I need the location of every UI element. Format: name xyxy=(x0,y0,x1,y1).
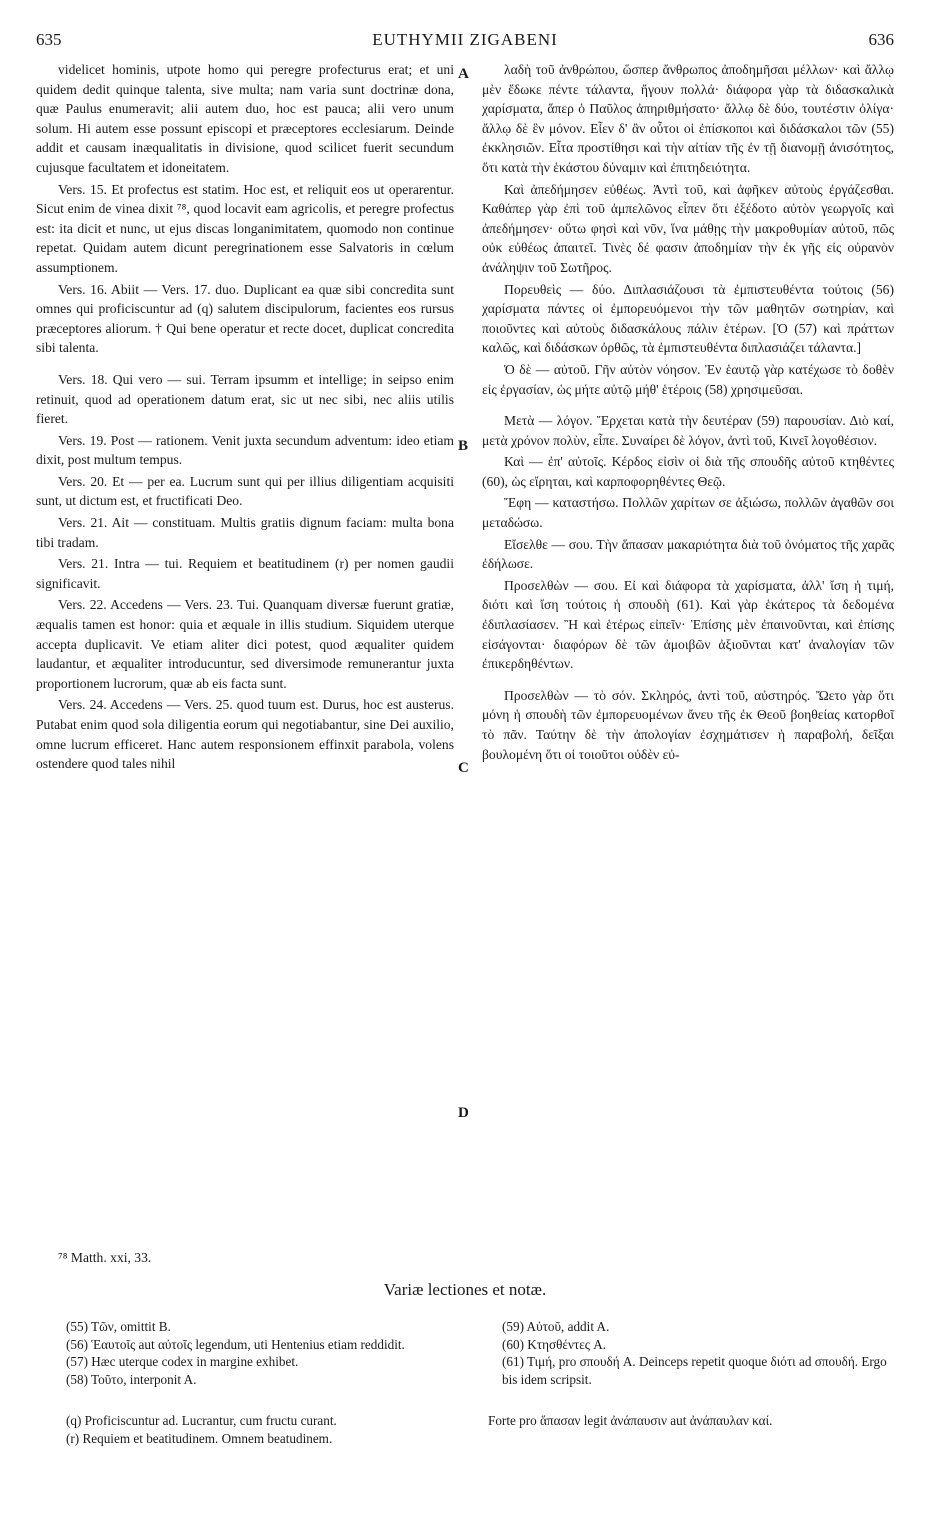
latin-paragraph: Vers. 24. Accedens — Vers. 25. quod tuum est. Durus, hoc est austerus. Putabat enim quod sola diligentia eorum qui negotiabantur, sine Dei auxilio, omne lucrum efficeret. Hanc autem responsionem effinxit parabola, volens ostendere quod tales nihil xyxy=(36,697,454,772)
margin-marker-a: A xyxy=(458,66,469,82)
margin-marker-d: D xyxy=(458,1105,469,1121)
greek-paragraph: Μετὰ — λόγον. Ἔρχεται κατὰ τὴν δευτέραν (59) παρουσίαν. Διὸ καί, μετὰ χρόνον πολὺν, εἶπε. Συναίρει δὲ λόγον, ἀντὶ τοῦ, Κινεῖ λογοθέσιον. xyxy=(482,413,894,448)
greek-column xyxy=(482,60,894,766)
greek-paragraph: Καὶ ἀπεδήμησεν εὐθέως. Ἀντὶ τοῦ, καὶ ἀφῆκεν αὐτοὺς ἐργάζεσθαι. Καθάπερ γὰρ ἐπὶ τοῦ ἀμπελῶνος εἶπεν ὅτι ἐξέδοτο αὐτὸν γεωργοῖς καὶ ἀπεδήμησεν· οὕτω φησὶ καὶ νῦν, ἵνα μάθῃς τὴν μακροθυμίαν αὐτοῦ, πῶς οὐκ εὐθέως ἀπαιτεῖ. Τινὲς δέ φασιν ἀποδημίαν τὴν ἐκ γῆς εἰς οὐρανὸν ἀνάληψιν τοῦ Σωτῆρος. xyxy=(482,181,894,275)
latin-column xyxy=(36,60,454,776)
note-item: (55) Τῶν, omittit B. xyxy=(66,1319,171,1334)
margin-marker-b: B xyxy=(458,438,469,454)
note-item: (r) Requiem et beatitudinem. Omnem beatudinem. xyxy=(66,1430,333,1446)
note-item: Forte pro ἅπασαν legit ἀνάπαυσιν aut ἀνάπαυλαν καί. xyxy=(488,1413,773,1428)
page-header xyxy=(36,30,894,54)
note-item: (60) Κτησθέντες A. xyxy=(502,1336,607,1352)
notes-bottom-left xyxy=(66,1412,466,1447)
latin-paragraph: Vers. 19. Post — rationem. Venit juxta secundum adventum: ideo etiam dixit, post multum tempus. xyxy=(36,432,454,468)
margin-marker-c: C xyxy=(458,760,469,776)
note-item: (57) Hæc uterque codex in margine exhibet. xyxy=(66,1354,299,1369)
latin-paragraph: Vers. 21. Ait — constituam. Multis gratiis dignum faciam: multa bona tibi tradam. xyxy=(36,515,454,550)
greek-paragraph: Πορευθεὶς — δύο. Διπλασιάζουσι τὰ ἐμπιστευθέντα τούτοις (56) χαρίσματα πάντες οἱ ἐμπορευόμενοι τὴν τῶν μαθητῶν σωτηρίαν, καὶ ποιοῦντες καὶ αὐτοὺς διδασκάλους πάλιν ἑτέρων. [Ὁ (57) καὶ πράττων καλῶς, καὶ διδάσκων ὀρθῶς, τὰ ἐμπιστευθέντα διπλασιάζει τάλαντα.] xyxy=(482,281,894,356)
page-number-left: 635 xyxy=(36,30,62,49)
greek-paragraph: Εἴσελθε — σου. Τὴν ἅπασαν μακαριότητα διὰ τοῦ ὀνόματος τῆς χαρᾶς ἐδήλωσε. xyxy=(482,536,894,572)
greek-paragraph: Ὁ δὲ — αὐτοῦ. Γῆν αὐτὸν νόησον. Ἐν ἑαυτῷ γὰρ κατέχωσε τὸ δοθὲν εἰς ἐργασίαν, ὡς μήτε αὐτῷ μήθ' ἑτέροις (58) χρησιμεῦσαι. xyxy=(482,361,894,397)
greek-paragraph: Προσελθὼν — τὸ σόν. Σκληρός, ἀντὶ τοῦ, αὐστηρός. Ὤετο γὰρ ὅτι μόνη ἡ σπουδὴ τῶν ἐμπορευομένων ἄνευ τῆς ἐκ Θεοῦ βοηθείας κατορθοῖ τὸ πᾶν. Ταύτην δὲ τὴν ἀπολογίαν ἐσχημάτισεν ἡ παραβολή, δεῖξαι βουλομένη ὅτι οἱ τοιοῦτοι οὐδὲν εὐ- xyxy=(482,687,894,762)
page-number-right: 636 xyxy=(868,30,894,49)
page-title: EUTHYMII ZIGABENI xyxy=(372,30,558,49)
note-item: (59) Αὐτοῦ, addit A. xyxy=(502,1319,610,1334)
greek-paragraph: Ἔφη — καταστήσω. Πολλῶν χαρίτων σε ἀξιώσω, πολλῶν ἀγαθῶν σοι μεταδώσω. xyxy=(482,495,894,531)
greek-paragraph: Προσελθὼν — σου. Εἰ καὶ διάφορα τὰ χαρίσματα, ἀλλ' ἴση ἡ τιμή, διότι καὶ ἴση τούτοις ἡ σπουδὴ (61). Καὶ γὰρ ἑκάτερος τὰ δεδομένα ἐδιπλασίασεν. Ἢ καὶ ἑτέρως εἰπεῖν· Ἐπίσης μὲν ἐπαινοῦνται, καὶ ἐπίσης εἰσάγονται· διαφόρων δὲ τῶν ἀμοιβῶν ἀξιοῦνται κατ' ἀναλογίαν τῶν ἐπικερδηθέντων. xyxy=(482,577,894,672)
note-item: (61) Τιμή, pro σπουδή A. Deinceps repetit quoque διότι ad σπουδή. Ergo bis idem scripsit. xyxy=(502,1354,887,1387)
latin-paragraph: Vers. 20. Et — per ea. Lucrum sunt qui per illius diligentiam acquisiti sunt, ut dictum est, et fructificati Deo. xyxy=(36,473,454,509)
notes-title: Variæ lectiones et notæ. xyxy=(383,1280,547,1299)
latin-paragraph: Vers. 18. Qui vero — sui. Terram ipsumm et intellige; in seipso enim retinuit, quod ad operationem datum erat, sic ut nec sibi, nec aliis utilis fieret. xyxy=(36,371,454,427)
footnote: ⁷⁸ Matth. xxi, 33. xyxy=(58,1250,152,1265)
note-item: (q) Proficiscuntur ad. Lucrantur, cum fructu curant. xyxy=(66,1413,337,1428)
latin-paragraph: Vers. 16. Abiit — Vers. 17. duo. Duplicant ea quæ sibi concredita sunt omnes qui proficiscuntur ad (q) salutem discipulorum, facientes eos rursus præceptores aliorum. † Qui bene operatur et recte docet, duplicat concredita sibi talenta. xyxy=(36,281,454,356)
greek-paragraph: λαδὴ τοῦ ἀνθρώπου, ὥσπερ ἄνθρωπος ἀποδημῆσαι μέλλων· καὶ ἄλλῳ μὲν ἔδωκε πέντε τάλαντα, ἤγουν πολλά· διάφορα γὰρ τὰ διδασκαλικὰ χαρίσματα, ἅπερ ὁ Παῦλος ἀπηριθμήσατο· ἄλλῳ δὲ δύο, τουτέστιν ὀλίγα· ἄλλῳ δὲ ἓν μόνον. Εἶεν δ' ἂν οὗτοι οἱ ἐπίσκοποι καὶ διδάσκαλοι τῶν (55) ἐκκλησιῶν. Εἶτα προστίθησι καὶ τὴν αἰτίαν τῆς ἐν τῇ διανομῇ ἀνισότητος, ὅτι κατὰ τὴν ἑκάστου δύναμιν καὶ ἐπιτηδειότητα. xyxy=(482,62,894,175)
note-item: (56) Ἑαυτοῖς aut αὐτοῖς legendum, uti Hentenius etiam reddidit. xyxy=(66,1336,405,1352)
latin-paragraph: videlicet hominis, utpote homo qui peregre profecturus erat; et uni quidem dedit quinque talenta, sive multa; nam varia sunt doctrinæ dona, quæ Paulus enumeravit; alii autem duo, hoc est pauca; alii vero unum solum. Hi autem esse possunt episcopi et præceptores ecclesiarum. Deinde addit et causam inæqualitatis in divisione, quod scilicet fuerit secundum cujusque facultatem et idoneitatem. xyxy=(36,62,454,175)
latin-paragraph: Vers. 15. Et profectus est statim. Hoc est, et reliquit eos ut operarentur. Sicut enim de vinea dixit ⁷⁸, quod locavit eam agricolis, et peregre profectus est: ita dicit et nunc, ut ejus discas longanimitatem, quomodo non continue repetat. Quidam autem dicunt peregrinationem esse Salvatoris in cœlum assumptionem. xyxy=(36,181,454,275)
notes-left xyxy=(66,1318,466,1388)
greek-paragraph: Καὶ — ἐπ' αὐτοῖς. Κέρδος εἰσὶν οἱ διὰ τῆς σπουδῆς αὐτοῦ κτηθέντες (60), ὡς εἴρηται, καὶ καρποφορηθέντες Θεῷ. xyxy=(482,454,894,489)
note-item: (58) Τοῦτο, interponit A. xyxy=(66,1371,197,1387)
latin-paragraph: Vers. 22. Accedens — Vers. 23. Tui. Quanquam diversæ fuerunt gratiæ, æqualis tamen est honor: quia et æquale in illis studium. Siquidem uterque accepta duplicavit. Ve etiam aliter dici potest, quod æqualiter quidem laudantur, et æqualiter introducuntur, sed diversimode remunerantur juxta proportionem lucrorum, quæ ab eis facta sunt. xyxy=(36,597,454,691)
latin-paragraph: Vers. 21. Intra — tui. Requiem et beatitudinem (r) per nomen gaudii significavit. xyxy=(36,556,454,591)
notes-right xyxy=(502,1318,897,1388)
